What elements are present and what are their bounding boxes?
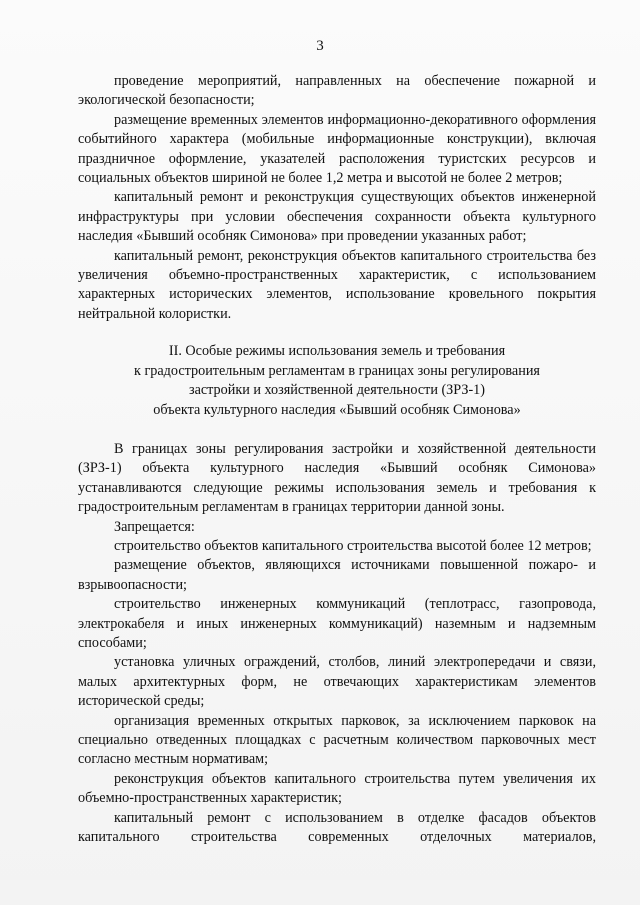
paragraph: капитальный ремонт и реконструкция существующих объектов инженерной инфраструктуры при условии обеспечения сохранности объекта культурного наследия «Бывший особняк Симонова» при проведении указанных работ; (78, 189, 596, 245)
paragraph: строительство объектов капитального строительства высотой более 12 метров; (114, 537, 592, 554)
paragraph: капитальный ремонт с использованием в отделке фасадов объектов капитального строительства современных отделочных материалов, (78, 809, 596, 846)
page-number: 3 (316, 38, 324, 54)
section-heading-line: к градостроительным регламентам в границах зоны регулирования (134, 362, 540, 379)
paragraph: организация временных открытых парковок, за исключением парковок на специально отведенных площадках с расчетным количеством парковочных мест согласно местным нормативам; (78, 712, 596, 768)
paragraph: капитальный ремонт, реконструкция объектов капитального строительства без увеличения объемно-пространственных характеристик, с использованием характерных исторических элементов, использование кровельного покрытия нейтральной колористки. (78, 247, 596, 322)
section-heading-line: застройки и хозяйственной деятельности (ЗРЗ-1) (188, 382, 486, 399)
section-heading-line: II. Особые режимы использования земель и требования (168, 343, 506, 360)
document-body (78, 72, 596, 847)
paragraph: В границах зоны регулирования застройки и хозяйственной деятельности (ЗРЗ-1) объекта культурного наследия «Бывший особняк Симонова» устанавливаются следующие режимы использования земель и требования к градостроительным регламентам в границах территории данной зоны. (78, 440, 596, 516)
section-heading (78, 342, 596, 420)
paragraph: Запрещается: (114, 518, 195, 535)
paragraph: размещение временных элементов информационно-декоративного оформления событийного характера (мобильные информационные конструкции), включая праздничное оформление, указателей расположения туристских ресурсов и социальных объектов шириной не более 1,2 метра и высотой не более 2 метров; (78, 111, 596, 187)
paragraph: реконструкция объектов капитального строительства путем увеличения их объемно-пространственных характеристик; (78, 770, 596, 807)
section-heading-line: объекта культурного наследия «Бывший особняк Симонова» (153, 401, 521, 418)
paragraph: строительство инженерных коммуникаций (теплотрасс, газопровода, электрокабеля и иных инженерных коммуникаций) наземным и надземным способами; (78, 596, 596, 651)
paragraph: проведение мероприятий, направленных на обеспечение пожарной и экологической безопасности; (78, 73, 596, 109)
paragraph: установка уличных ограждений, столбов, линий электропередачи и связи, малых архитектурных форм, не отвечающих характеристикам элементов исторической среды; (78, 654, 596, 710)
paragraph: размещение объектов, являющихся источниками повышенной пожаро- и взрывоопасности; (78, 557, 596, 593)
